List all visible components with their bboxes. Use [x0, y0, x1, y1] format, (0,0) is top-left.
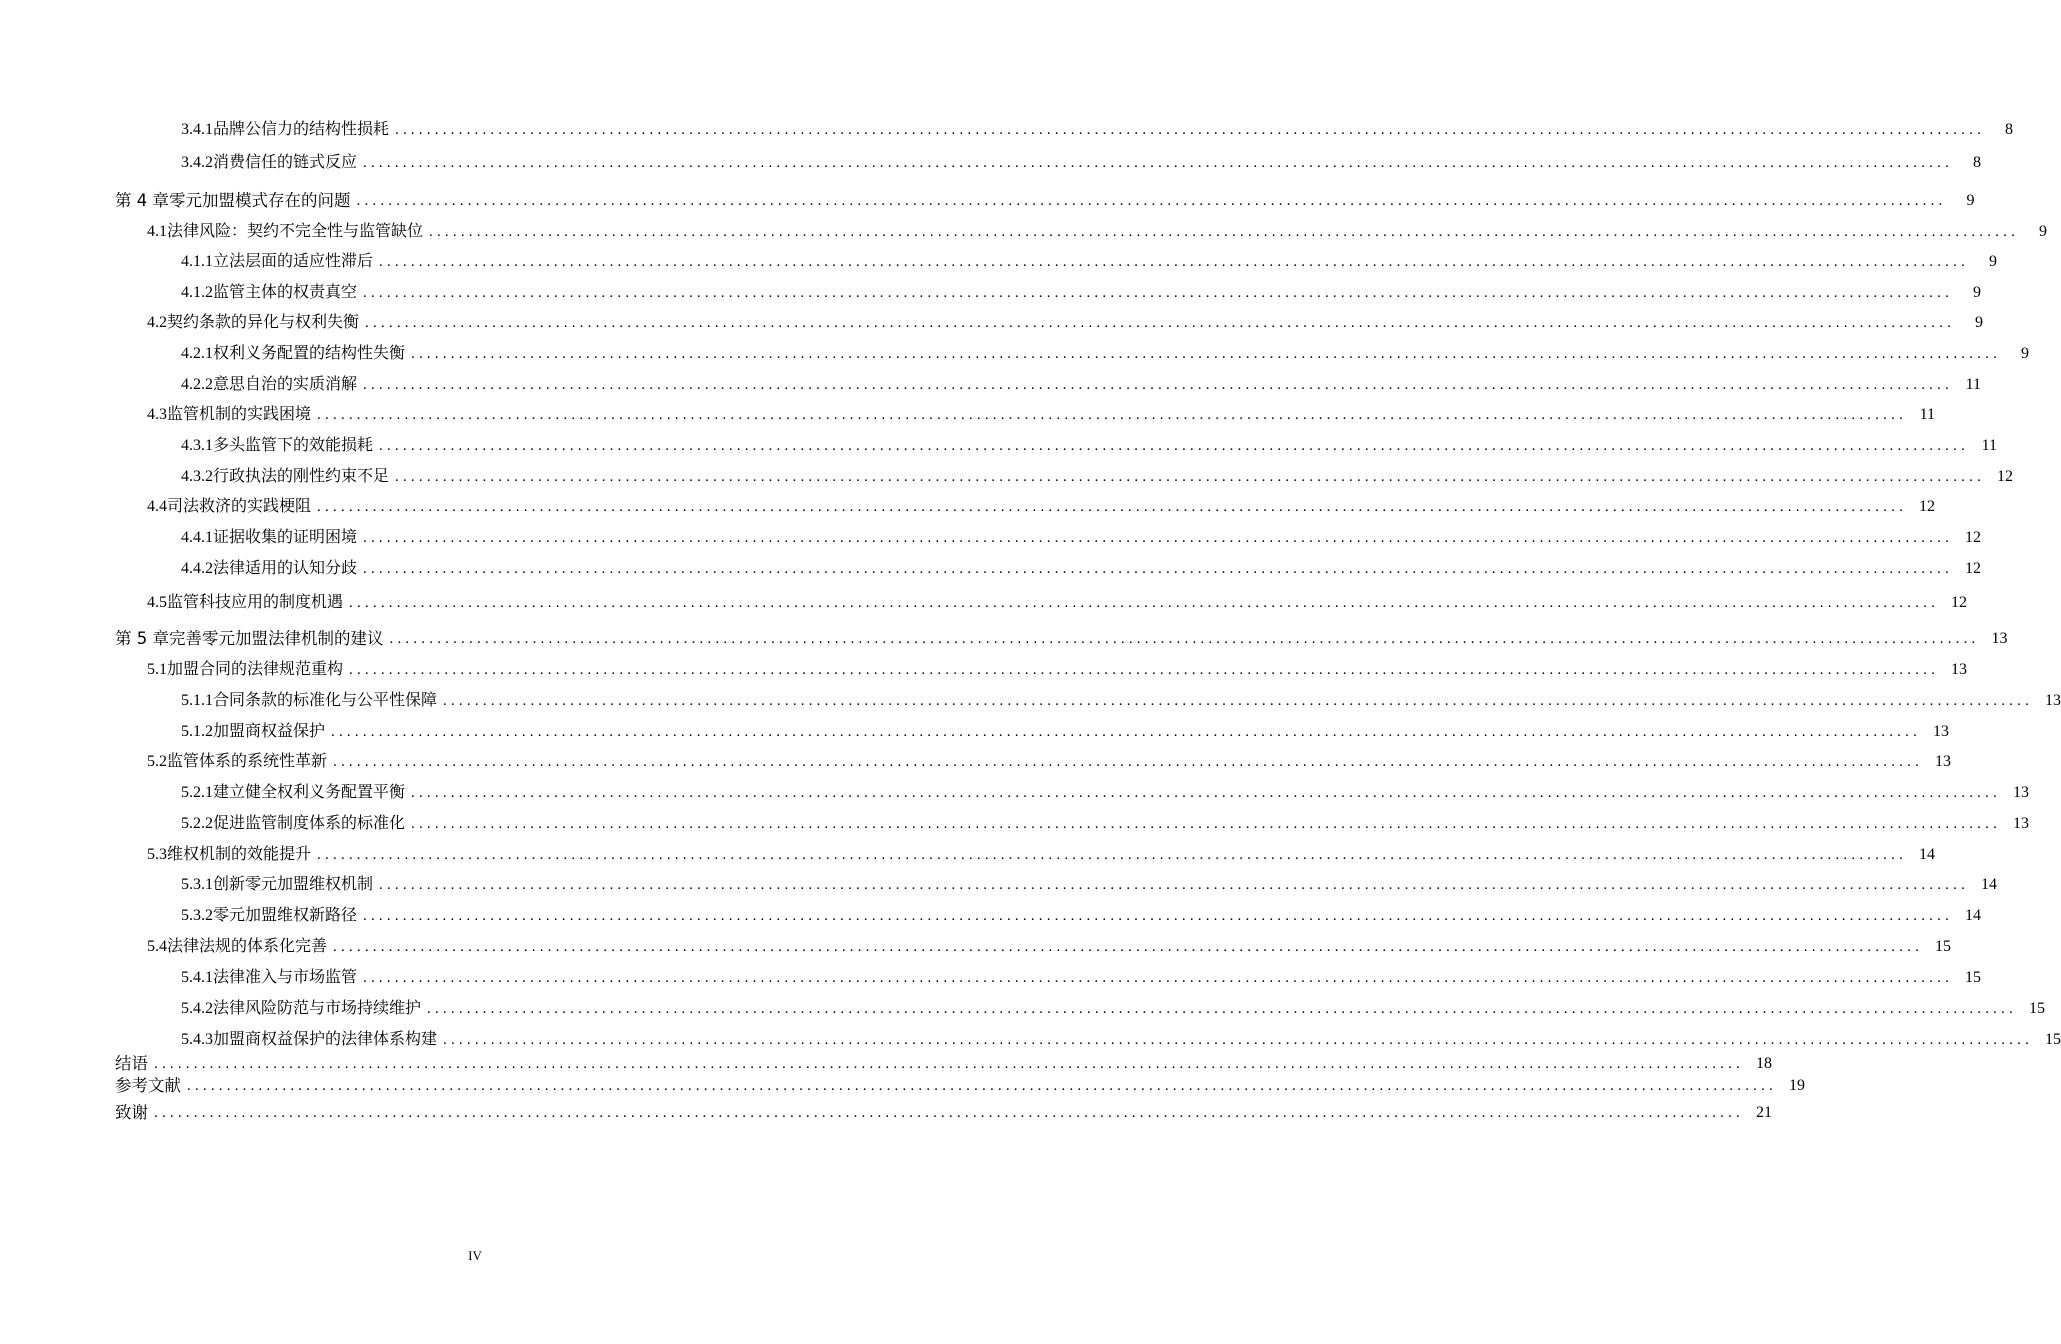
toc-entry-number: 4.3: [147, 406, 167, 423]
toc-dot-leader: ........................................................................................................................................................................................................: [349, 595, 1940, 611]
toc-entry-page: 15: [1965, 969, 1982, 986]
toc-dot-leader: ........................................................................................................................................................................................................: [331, 724, 1922, 740]
toc-entry-page: 9: [1966, 192, 1975, 209]
toc-entry-title: 权利义务配置的结构性失衡: [213, 345, 406, 362]
toc-dot-leader: ........................................................................................................................................................................................................: [411, 346, 2002, 362]
toc-entry-page: 13: [2013, 784, 2030, 801]
toc-entry-title: 法律风险防范与市场持续维护: [213, 1000, 422, 1017]
toc-entry-title: 建立健全权利义务配置平衡: [213, 784, 406, 801]
toc-dot-leader: ........................................................................................................................................................................................................: [317, 847, 1908, 863]
toc-entry-number: 5.4.3: [181, 1031, 213, 1048]
toc-entry[interactable]: [181, 118, 2014, 142]
toc-entry-number: 5.3.1: [181, 876, 213, 893]
toc-entry[interactable]: [181, 720, 1950, 744]
toc-entry[interactable]: [147, 591, 1968, 615]
toc-entry-page: 9: [2039, 223, 2048, 240]
toc-dot-leader: ........................................................................................................................................................................................................: [333, 754, 1924, 770]
toc-entry-page: 9: [2021, 345, 2030, 362]
toc-entry-number: 第 4 章: [115, 191, 169, 210]
toc-entry-page: 15: [2045, 1031, 2061, 1048]
toc-entry-page: 13: [2045, 692, 2061, 709]
toc-entry-title: 证据收集的证明困境: [213, 529, 358, 546]
toc-entry-number: 4.2.2: [181, 376, 213, 393]
toc-dot-leader: ........................................................................................................................................................................................................: [363, 155, 1954, 171]
toc-entry-title: 多头监管下的效能损耗: [213, 437, 374, 454]
toc-entry-page: 11: [1965, 376, 1982, 393]
toc-entry-number: 5.4: [147, 938, 167, 955]
toc-entry[interactable]: [181, 873, 1998, 897]
toc-entry[interactable]: [181, 904, 1982, 928]
toc-entry-page: 11: [1981, 437, 1998, 454]
toc-dot-leader: ........................................................................................................................................................................................................: [363, 970, 1954, 986]
toc-dot-leader: ........................................................................................................................................................................................................: [395, 122, 1986, 138]
toc-dot-leader: ........................................................................................................................................................................................................: [427, 1001, 2018, 1017]
toc-entry-title: 监管体系的系统性革新: [167, 753, 328, 770]
toc-dot-leader: ........................................................................................................................................................................................................: [443, 1032, 2034, 1048]
toc-entry-page: 13: [1935, 753, 1952, 770]
toc-entry-title: 意思自治的实质消解: [213, 376, 358, 393]
toc-entry[interactable]: [181, 812, 2030, 836]
toc-entry-number: 4.3.2: [181, 468, 213, 485]
toc-entry[interactable]: [115, 1074, 1805, 1098]
toc-entry-number: 4.1: [147, 223, 167, 240]
toc-entry-page: 12: [1965, 529, 1982, 546]
toc-entry-number: 第 5 章: [115, 629, 169, 648]
toc-entry-page: 11: [1919, 406, 1936, 423]
toc-dot-leader: ........................................................................................................................................................................................................: [349, 662, 1940, 678]
toc-dot-leader: ........................................................................................................................................................................................................: [363, 561, 1954, 577]
toc-entry-page: 13: [1933, 723, 1950, 740]
page-number-footer: IV: [468, 1248, 482, 1263]
toc-entry-title: 监管主体的权责真空: [213, 284, 358, 301]
toc-entry-number: 5.4.1: [181, 969, 213, 986]
toc-entry[interactable]: [181, 997, 2046, 1021]
toc-entry[interactable]: [115, 1052, 1772, 1076]
toc-entry[interactable]: [181, 1028, 2061, 1052]
toc-dot-leader: ........................................................................................................................................................................................................: [379, 438, 1970, 454]
toc-entry[interactable]: [181, 151, 1982, 175]
toc-entry[interactable]: [181, 526, 1982, 550]
toc-entry-title: 品牌公信力的结构性损耗: [213, 121, 390, 138]
toc-entry[interactable]: [147, 935, 1952, 959]
toc-entry[interactable]: [147, 843, 1936, 867]
toc-entry-number: 5.2.1: [181, 784, 213, 801]
toc-entry[interactable]: [181, 434, 1998, 458]
toc-entry-page: 12: [1965, 560, 1982, 577]
toc-entry-page: 9: [1989, 253, 1998, 270]
toc-dot-leader: ........................................................................................................................................................................................................: [363, 377, 1954, 393]
toc-entry[interactable]: [181, 342, 2030, 366]
toc-entry-page: 12: [1997, 468, 2014, 485]
toc-dot-leader: ........................................................................................................................................................................................................: [379, 254, 1970, 270]
toc-entry[interactable]: [115, 1101, 1772, 1125]
toc-entry[interactable]: [181, 689, 2061, 713]
toc-entry[interactable]: [115, 627, 2008, 651]
toc-entry-title: 消费信任的链式反应: [213, 154, 358, 171]
toc-entry-title: 法律法规的体系化完善: [167, 938, 328, 955]
toc-entry-page: 14: [1919, 846, 1936, 863]
toc-entry-page: 8: [1973, 154, 1982, 171]
toc-entry-number: 3.4.1: [181, 121, 213, 138]
toc-entry-title: 法律适用的认知分歧: [213, 560, 358, 577]
toc-entry[interactable]: [181, 281, 1982, 305]
toc-dot-leader: ........................................................................................................................................................................................................: [317, 499, 1908, 515]
toc-entry[interactable]: [181, 373, 1982, 397]
toc-entry[interactable]: [181, 557, 1982, 581]
toc-entry-title: 契约条款的异化与权利失衡: [167, 314, 360, 331]
toc-dot-leader: ........................................................................................................................................................................................................: [389, 631, 1980, 647]
toc-dot-leader: ........................................................................................................................................................................................................: [443, 693, 2034, 709]
toc-entry-number: 5.1: [147, 661, 167, 678]
toc-entry[interactable]: [147, 750, 1952, 774]
toc-entry-title: 加盟合同的法律规范重构: [167, 661, 344, 678]
toc-dot-leader: ........................................................................................................................................................................................................: [411, 816, 2002, 832]
toc-entry-number: 4.2: [147, 314, 167, 331]
toc-entry-title: 零元加盟模式存在的问题: [169, 191, 351, 210]
toc-entry-page: 14: [1981, 876, 1998, 893]
toc-entry[interactable]: [147, 495, 1936, 519]
toc-entry-page: 13: [1951, 661, 1968, 678]
toc-entry-page: 14: [1965, 907, 1982, 924]
toc-entry-number: 5.4.2: [181, 1000, 213, 1017]
toc-entry-page: 9: [1975, 314, 1984, 331]
toc-entry-title: 创新零元加盟维权机制: [213, 876, 374, 893]
toc-entry[interactable]: [181, 781, 2030, 805]
toc-dot-leader: ........................................................................................................................................................................................................: [317, 407, 1908, 423]
toc-entry-title: 促进监管制度体系的标准化: [213, 815, 406, 832]
toc-entry-title: 参考文献: [115, 1076, 181, 1095]
toc-entry-title: 加盟商权益保护: [213, 723, 326, 740]
toc-entry-number: 4.1.2: [181, 284, 213, 301]
toc-entry-title: 致谢: [115, 1103, 148, 1122]
toc-entry-page: 8: [2005, 121, 2014, 138]
toc-entry-page: 18: [1756, 1055, 1772, 1072]
toc-dot-leader: ........................................................................................................................................................................................................: [365, 315, 1956, 331]
toc-entry[interactable]: [147, 658, 1968, 682]
toc-entry-number: 5.1.1: [181, 692, 213, 709]
toc-entry-number: 4.1.1: [181, 253, 213, 270]
toc-entry[interactable]: [147, 403, 1936, 427]
toc-entry-number: 5.2.2: [181, 815, 213, 832]
toc-entry-title: 零元加盟维权新路径: [213, 907, 358, 924]
toc-entry-page: 15: [1935, 938, 1952, 955]
toc-entry-page: 12: [1951, 594, 1968, 611]
toc-dot-leader: ........................................................................................................................................................................................................: [363, 530, 1954, 546]
toc-dot-leader: ........................................................................................................................................................................................................: [429, 224, 2020, 240]
toc-entry-number: 4.4.2: [181, 560, 213, 577]
toc-entry-number: 5.1.2: [181, 723, 213, 740]
toc-entry-number: 4.2.1: [181, 345, 213, 362]
toc-dot-leader: ........................................................................................................................................................................................................: [187, 1078, 1777, 1094]
toc-entry-title: 行政执法的刚性约束不足: [213, 468, 390, 485]
toc-dot-leader: ........................................................................................................................................................................................................: [411, 785, 2002, 801]
toc-dot-leader: ........................................................................................................................................................................................................: [356, 193, 1947, 209]
toc-entry-title: 法律准入与市场监管: [213, 969, 358, 986]
toc-entry-page: 12: [1919, 498, 1936, 515]
toc-entry-number: 5.3.2: [181, 907, 213, 924]
toc-entry-number: 3.4.2: [181, 154, 213, 171]
toc-entry[interactable]: [147, 311, 1984, 335]
toc-entry-number: 5.3: [147, 846, 167, 863]
toc-dot-leader: ........................................................................................................................................................................................................: [363, 285, 1954, 301]
toc-entry-number: 4.3.1: [181, 437, 213, 454]
toc-entry[interactable]: [115, 189, 1975, 213]
toc-entry-title: 加盟商权益保护的法律体系构建: [213, 1031, 438, 1048]
toc-entry-title: 监管科技应用的制度机遇: [167, 594, 344, 611]
toc-dot-leader: ........................................................................................................................................................................................................: [363, 908, 1954, 924]
toc-entry[interactable]: [181, 250, 1998, 274]
toc-entry-title: 法律风险：契约不完全性与监管缺位: [167, 223, 424, 240]
toc-entry-title: 完善零元加盟法律机制的建议: [169, 629, 384, 648]
toc-entry[interactable]: [147, 220, 2048, 244]
toc-entry-page: 19: [1789, 1077, 1805, 1094]
toc-entry-title: 合同条款的标准化与公平性保障: [213, 692, 438, 709]
toc-entry-title: 司法救济的实践梗阻: [167, 498, 312, 515]
toc-entry-number: 4.4.1: [181, 529, 213, 546]
toc-entry-number: 4.5: [147, 594, 167, 611]
toc-entry-page: 15: [2029, 1000, 2046, 1017]
toc-dot-leader: ........................................................................................................................................................................................................: [154, 1056, 1744, 1072]
toc-entry-title: 维权机制的效能提升: [167, 846, 312, 863]
toc-entry-number: 5.2: [147, 753, 167, 770]
toc-entry-title: 结语: [115, 1054, 148, 1073]
toc-dot-leader: ........................................................................................................................................................................................................: [379, 877, 1970, 893]
toc-entry-page: 21: [1756, 1104, 1772, 1121]
toc-entry-page: 9: [1973, 284, 1982, 301]
toc-entry[interactable]: [181, 966, 1982, 990]
toc-dot-leader: ........................................................................................................................................................................................................: [333, 939, 1924, 955]
toc-entry-title: 立法层面的适应性滞后: [213, 253, 374, 270]
toc-entry-number: 4.4: [147, 498, 167, 515]
toc-entry-title: 监管机制的实践困境: [167, 406, 312, 423]
toc-entry-page: 13: [1991, 630, 2008, 647]
toc-dot-leader: ........................................................................................................................................................................................................: [154, 1105, 1744, 1121]
toc-entry[interactable]: [181, 465, 2014, 489]
toc-dot-leader: ........................................................................................................................................................................................................: [395, 469, 1986, 485]
toc-entry-page: 13: [2013, 815, 2030, 832]
